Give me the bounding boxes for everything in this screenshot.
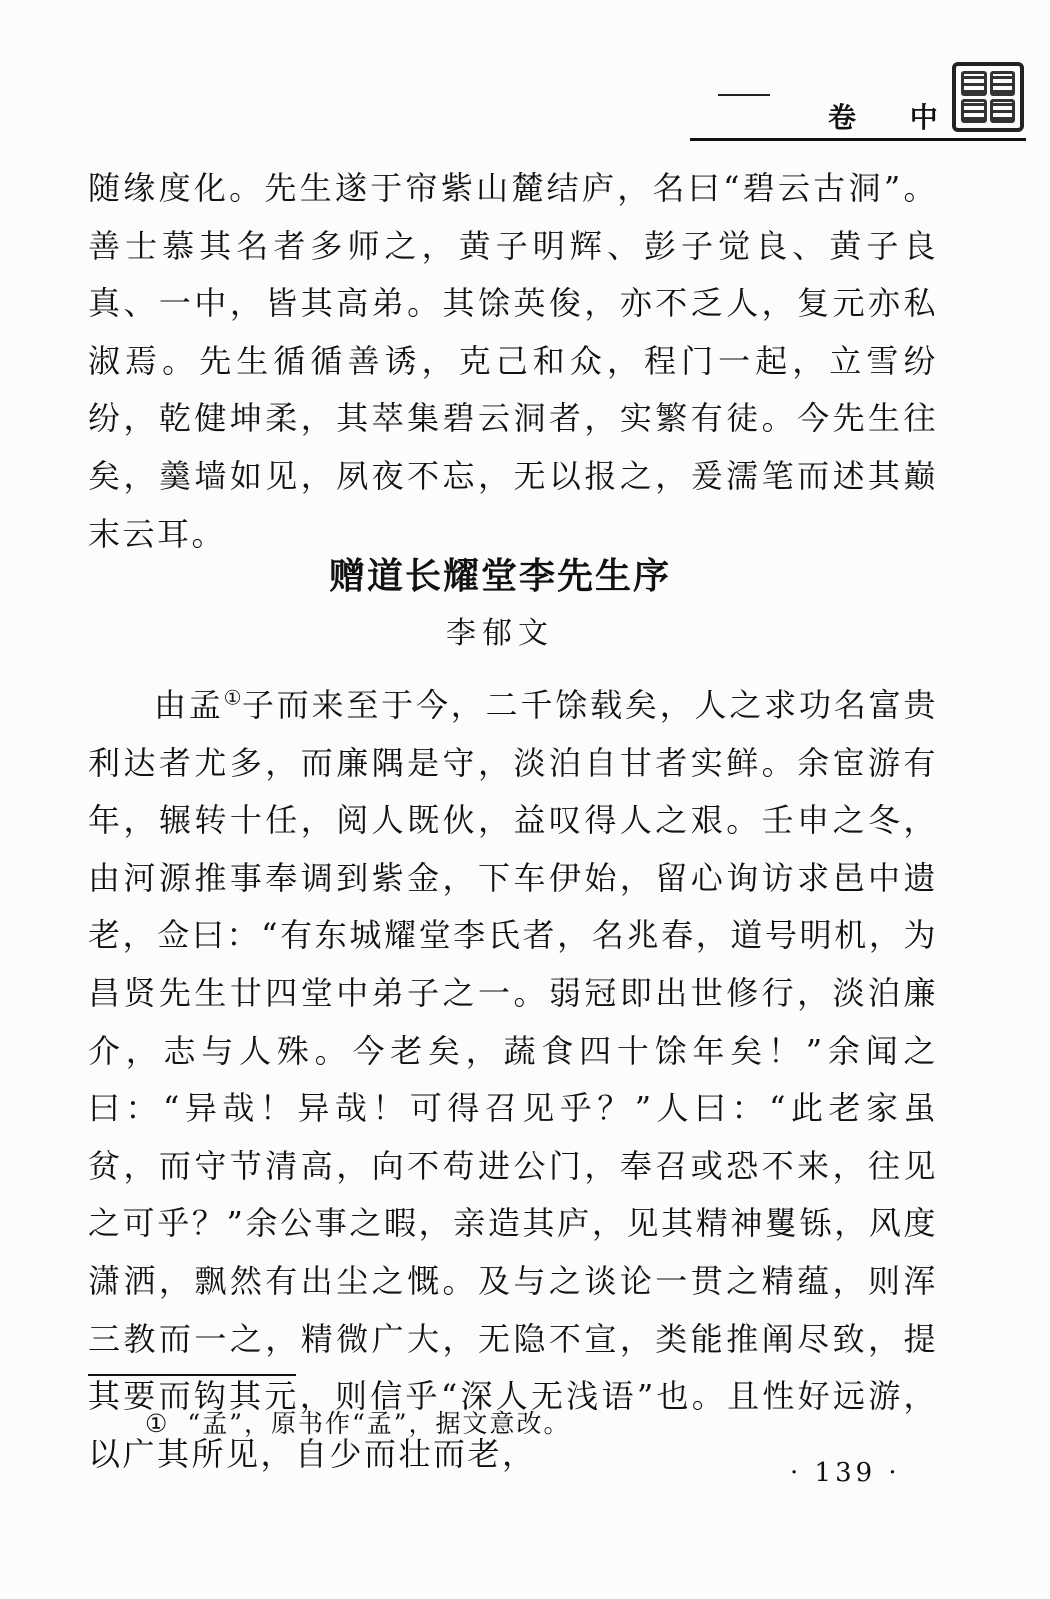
footnote-mark: ① xyxy=(145,1409,170,1438)
header-dash xyxy=(718,94,770,96)
footnote-reference[interactable]: ① xyxy=(223,685,242,710)
paragraph-start: 由孟 xyxy=(154,686,224,724)
seal-quadrant xyxy=(961,99,987,124)
footnote-rule xyxy=(88,1374,296,1376)
seal-quadrant xyxy=(990,71,1016,96)
paragraph-body: 子而来至于今，二千馀载矣，人之求功名富贵利达者尤多，而廉隅是守，淡泊自甘者实鲜。余宦游有年，辗转十任，阅人既伙，益叹得人之艰。壬申之冬，由河源推事奉调到紫金，下车伊始，留心询访求邑中遗老，佥曰：“有东城耀堂李氏者，名兆春，道号明机，为昌贤先生廿四堂中弟子之一。弱冠即出世修行，淡泊廉介，志与人殊。今老矣，蔬食四十馀年矣！”余闻之曰：“异哉！异哉！可得召见乎？”人曰：“此老家虽贫，而守节清高，向不苟进公门，奉召或恐不来，往见之可乎？”余公事之暇，亲造其庐，见其精神矍铄，风度潇洒，飘然有出尘之慨。及与之谈论一贯之精蕴，则浑三教而一之，精微广大，无隐不宣，类能推阐尽致，提其要而钩其元，则信乎“深人无浅语”也。且性好远游，以广其所见，自少而壮而老， xyxy=(88,686,938,1473)
paragraph-main xyxy=(88,677,938,1483)
footnote-text: “孟”，原书作“孟”，据文意改。 xyxy=(187,1409,571,1438)
footnote xyxy=(145,1404,571,1440)
seal-stamp-icon xyxy=(952,62,1024,132)
page-number: · 139 · xyxy=(790,1458,901,1488)
seal-quadrant xyxy=(961,71,987,96)
paragraph-continued: 随缘度化。先生遂于帘紫山麓结庐，名曰“碧云古洞”。善士慕其名者多师之，黄子明辉、彭子觉良、黄子良真、一中，皆其高弟。其馀英俊，亦不乏人，复元亦私淑焉。先生循循善诱，克己和众，程门一起，立雪纷纷，乾健坤柔，其萃集碧云洞者，实繁有徒。今先生往矣，羹墙如见，夙夜不忘，无以报之，爰濡笔而述其巅末云耳。 xyxy=(88,169,938,553)
author-name: 李郁文 xyxy=(446,616,554,651)
running-header-title: 卷 中 xyxy=(828,101,960,134)
seal-quadrant xyxy=(990,99,1016,124)
header-rule xyxy=(690,138,1026,141)
section-title: 赠道长耀堂李先生序 xyxy=(328,555,671,597)
